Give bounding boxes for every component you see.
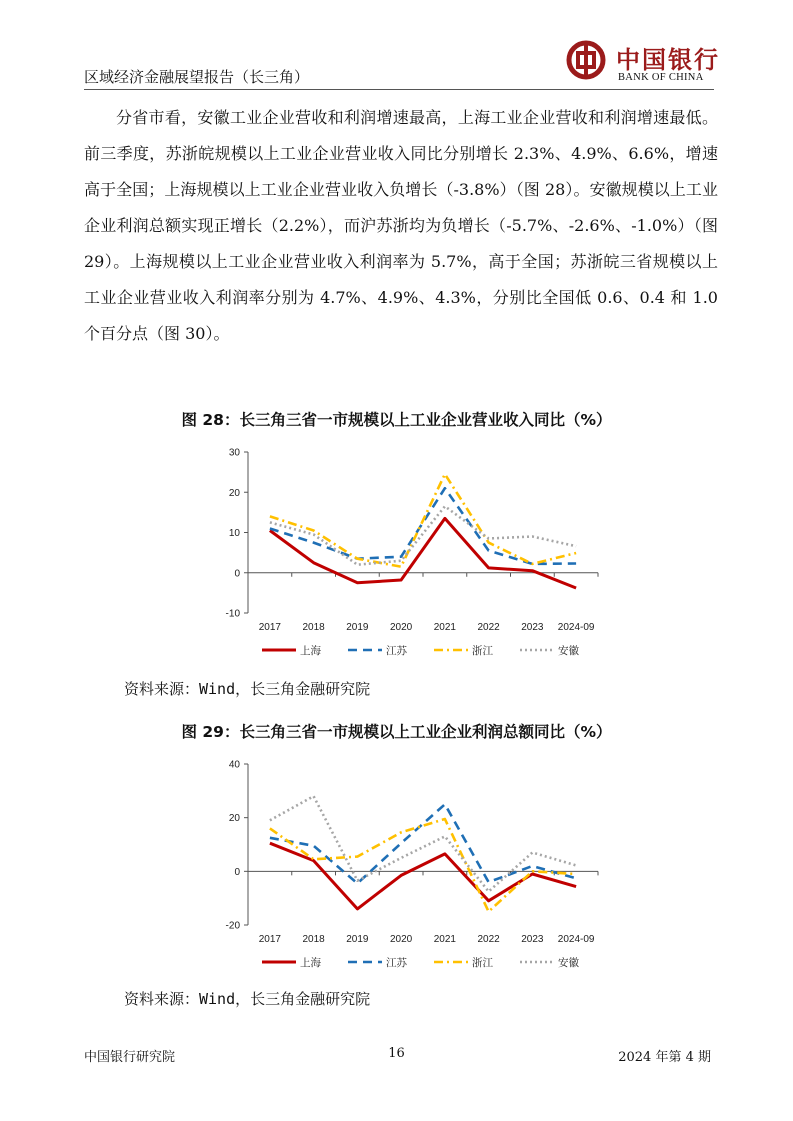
figure-28-svg <box>200 440 610 665</box>
x-tick-label: 2021 <box>433 934 456 945</box>
bank-of-china-logo-icon <box>566 40 606 80</box>
legend-label: 江苏 <box>386 957 407 969</box>
x-tick-label: 2020 <box>390 934 413 945</box>
logo-chinese-text: 中国银行 <box>616 45 720 74</box>
legend-label: 安徽 <box>558 645 579 657</box>
y-tick-label: 0 <box>234 866 240 878</box>
series-line-3 <box>270 474 576 567</box>
legend-label: 上海 <box>300 645 321 657</box>
logo-english-text: BANK OF CHINA <box>618 72 704 83</box>
legend-label: 江苏 <box>386 645 407 657</box>
figure-29-svg <box>200 752 610 977</box>
x-tick-label: 2024-09 <box>557 934 595 945</box>
x-tick-label: 2023 <box>521 622 544 633</box>
y-tick-label: 0 <box>234 568 240 580</box>
x-tick-label: 2022 <box>477 622 500 633</box>
figure-28-title: 图 28：长三角三省一市规模以上工业企业营业收入同比（%） <box>181 411 612 429</box>
series-line-1 <box>270 518 576 588</box>
x-tick-label: 2017 <box>258 622 281 633</box>
legend-label: 上海 <box>300 957 321 969</box>
series-line-4 <box>270 506 576 564</box>
x-tick-label: 2022 <box>477 934 500 945</box>
legend-label: 安徽 <box>558 957 579 969</box>
y-tick-label: 20 <box>228 487 240 499</box>
page-header <box>84 36 720 92</box>
y-tick-label: -10 <box>225 608 240 620</box>
x-tick-label: 2023 <box>521 934 544 945</box>
x-tick-label: 2018 <box>302 934 325 945</box>
x-tick-label: 2017 <box>258 934 281 945</box>
body-paragraph: 分省市看，安徽工业企业营收和利润增速最高，上海工业企业营收和利润增速最低。前三季度，苏浙皖规模以上工业企业营业收入同比分别增长 2.3%、4.9%、6.6%，增速高于全国；上海规模以上工业企业营业收入负增长（-3.8%）（图 28）。安徽规模以上工业企业利润总额实现正增长（2.2%），而沪苏浙均为负增长（-5.7%、-2.6%、-1.0%）（图 29）。上海规模以上工业企业营业收入利润率为 5.7%，高于全国；苏浙皖三省规模以上工业企业营业收入利润率分别为 4.7%、4.9%、4.3%，分别比全国低 0.6、0.4 和 1.0 个百分点（图 30）。 <box>84 108 718 343</box>
x-tick-label: 2020 <box>390 622 413 633</box>
series-line-2 <box>270 488 576 564</box>
y-tick-label: 10 <box>228 528 240 539</box>
x-tick-label: 2021 <box>433 622 456 633</box>
y-tick-label: -20 <box>225 920 240 932</box>
bank-logo <box>544 40 720 86</box>
legend-label: 浙江 <box>472 957 493 969</box>
x-tick-label: 2019 <box>346 934 369 945</box>
y-tick-label: 20 <box>228 813 240 825</box>
x-tick-label: 2019 <box>346 622 369 633</box>
series-line-4 <box>270 796 576 891</box>
footer-issue: 2024 年第 4 期 <box>618 1050 711 1065</box>
report-title: 区域经济金融展望报告（长三角） <box>84 68 310 86</box>
body-text <box>84 100 718 352</box>
figure-29-chart <box>200 752 610 977</box>
header-divider <box>84 89 714 90</box>
figure-28-source: 资料来源：Wind，长三角金融研究院 <box>124 680 371 698</box>
x-tick-label: 2018 <box>302 622 325 633</box>
y-tick-label: 40 <box>228 759 240 771</box>
figure-28-chart <box>200 440 610 665</box>
footer-org: 中国银行研究院 <box>84 1050 176 1065</box>
x-tick-label: 2024-09 <box>557 622 595 633</box>
y-tick-label: 30 <box>228 447 240 459</box>
legend-label: 浙江 <box>472 645 493 657</box>
figure-29-title: 图 29：长三角三省一市规模以上工业企业利润总额同比（%） <box>181 723 612 741</box>
page-number: 16 <box>388 1046 405 1061</box>
figure-29-source: 资料来源：Wind，长三角金融研究院 <box>124 990 371 1008</box>
